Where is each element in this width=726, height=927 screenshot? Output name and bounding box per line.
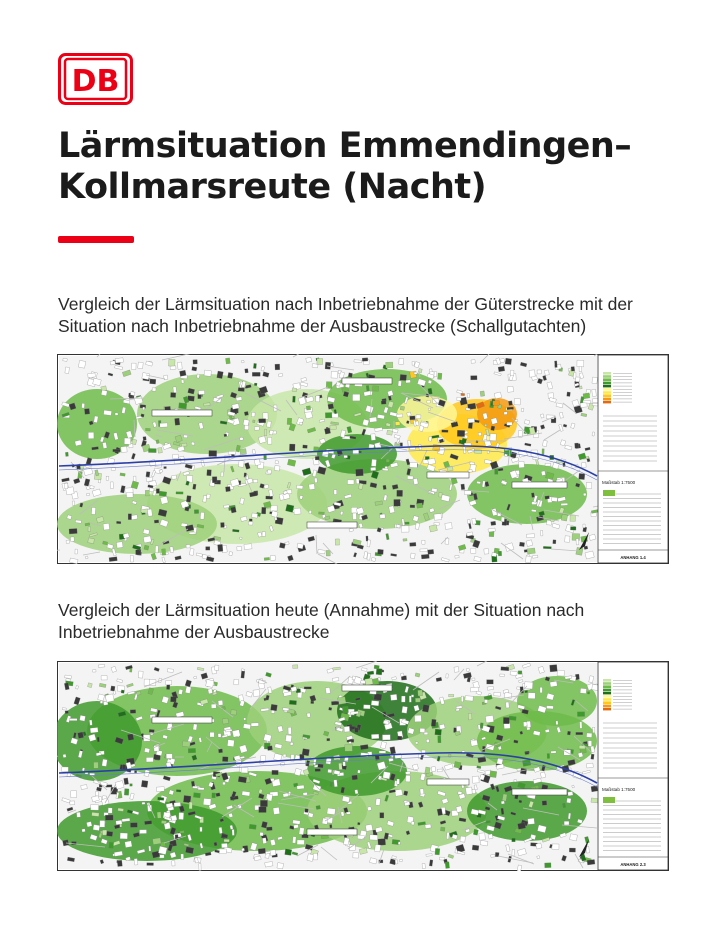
map-annex-label: ANHANG 1.4 <box>620 555 646 560</box>
map-area <box>57 354 631 564</box>
section-caption <box>58 293 678 337</box>
title-line: Kollmarsreute (Nacht) <box>58 167 487 207</box>
logo-text: DB <box>71 64 120 99</box>
map-annex-label: ANHANG 2.3 <box>620 862 646 867</box>
map-title-block <box>598 355 668 563</box>
page-title <box>58 126 678 208</box>
noise-map-cargo-vs-upgrade <box>57 354 669 564</box>
db-logo <box>58 53 133 105</box>
caption-line: Inbetriebnahme der Ausbaustrecke <box>58 622 330 642</box>
map-area <box>57 661 600 871</box>
caption-line: Situation nach Inbetriebnahme der Ausbaustrecke (Schallgutachten) <box>58 316 587 336</box>
map-title-block <box>598 662 668 870</box>
map-scale-label: Maßstab 1:7500 <box>602 787 636 792</box>
map-scale-label: Maßstab 1:7500 <box>602 480 636 485</box>
noise-map-svg <box>57 354 669 564</box>
noise-map-today-vs-upgrade <box>57 661 669 871</box>
section-caption <box>58 599 678 643</box>
accent-divider <box>58 236 134 243</box>
caption-line: Vergleich der Lärmsituation heute (Annahme) mit der Situation nach <box>58 600 585 620</box>
caption-line: Vergleich der Lärmsituation nach Inbetriebnahme der Güterstrecke mit der <box>58 294 633 314</box>
noise-map-svg <box>57 661 669 871</box>
title-line: Lärmsituation Emmendingen– <box>58 126 632 166</box>
